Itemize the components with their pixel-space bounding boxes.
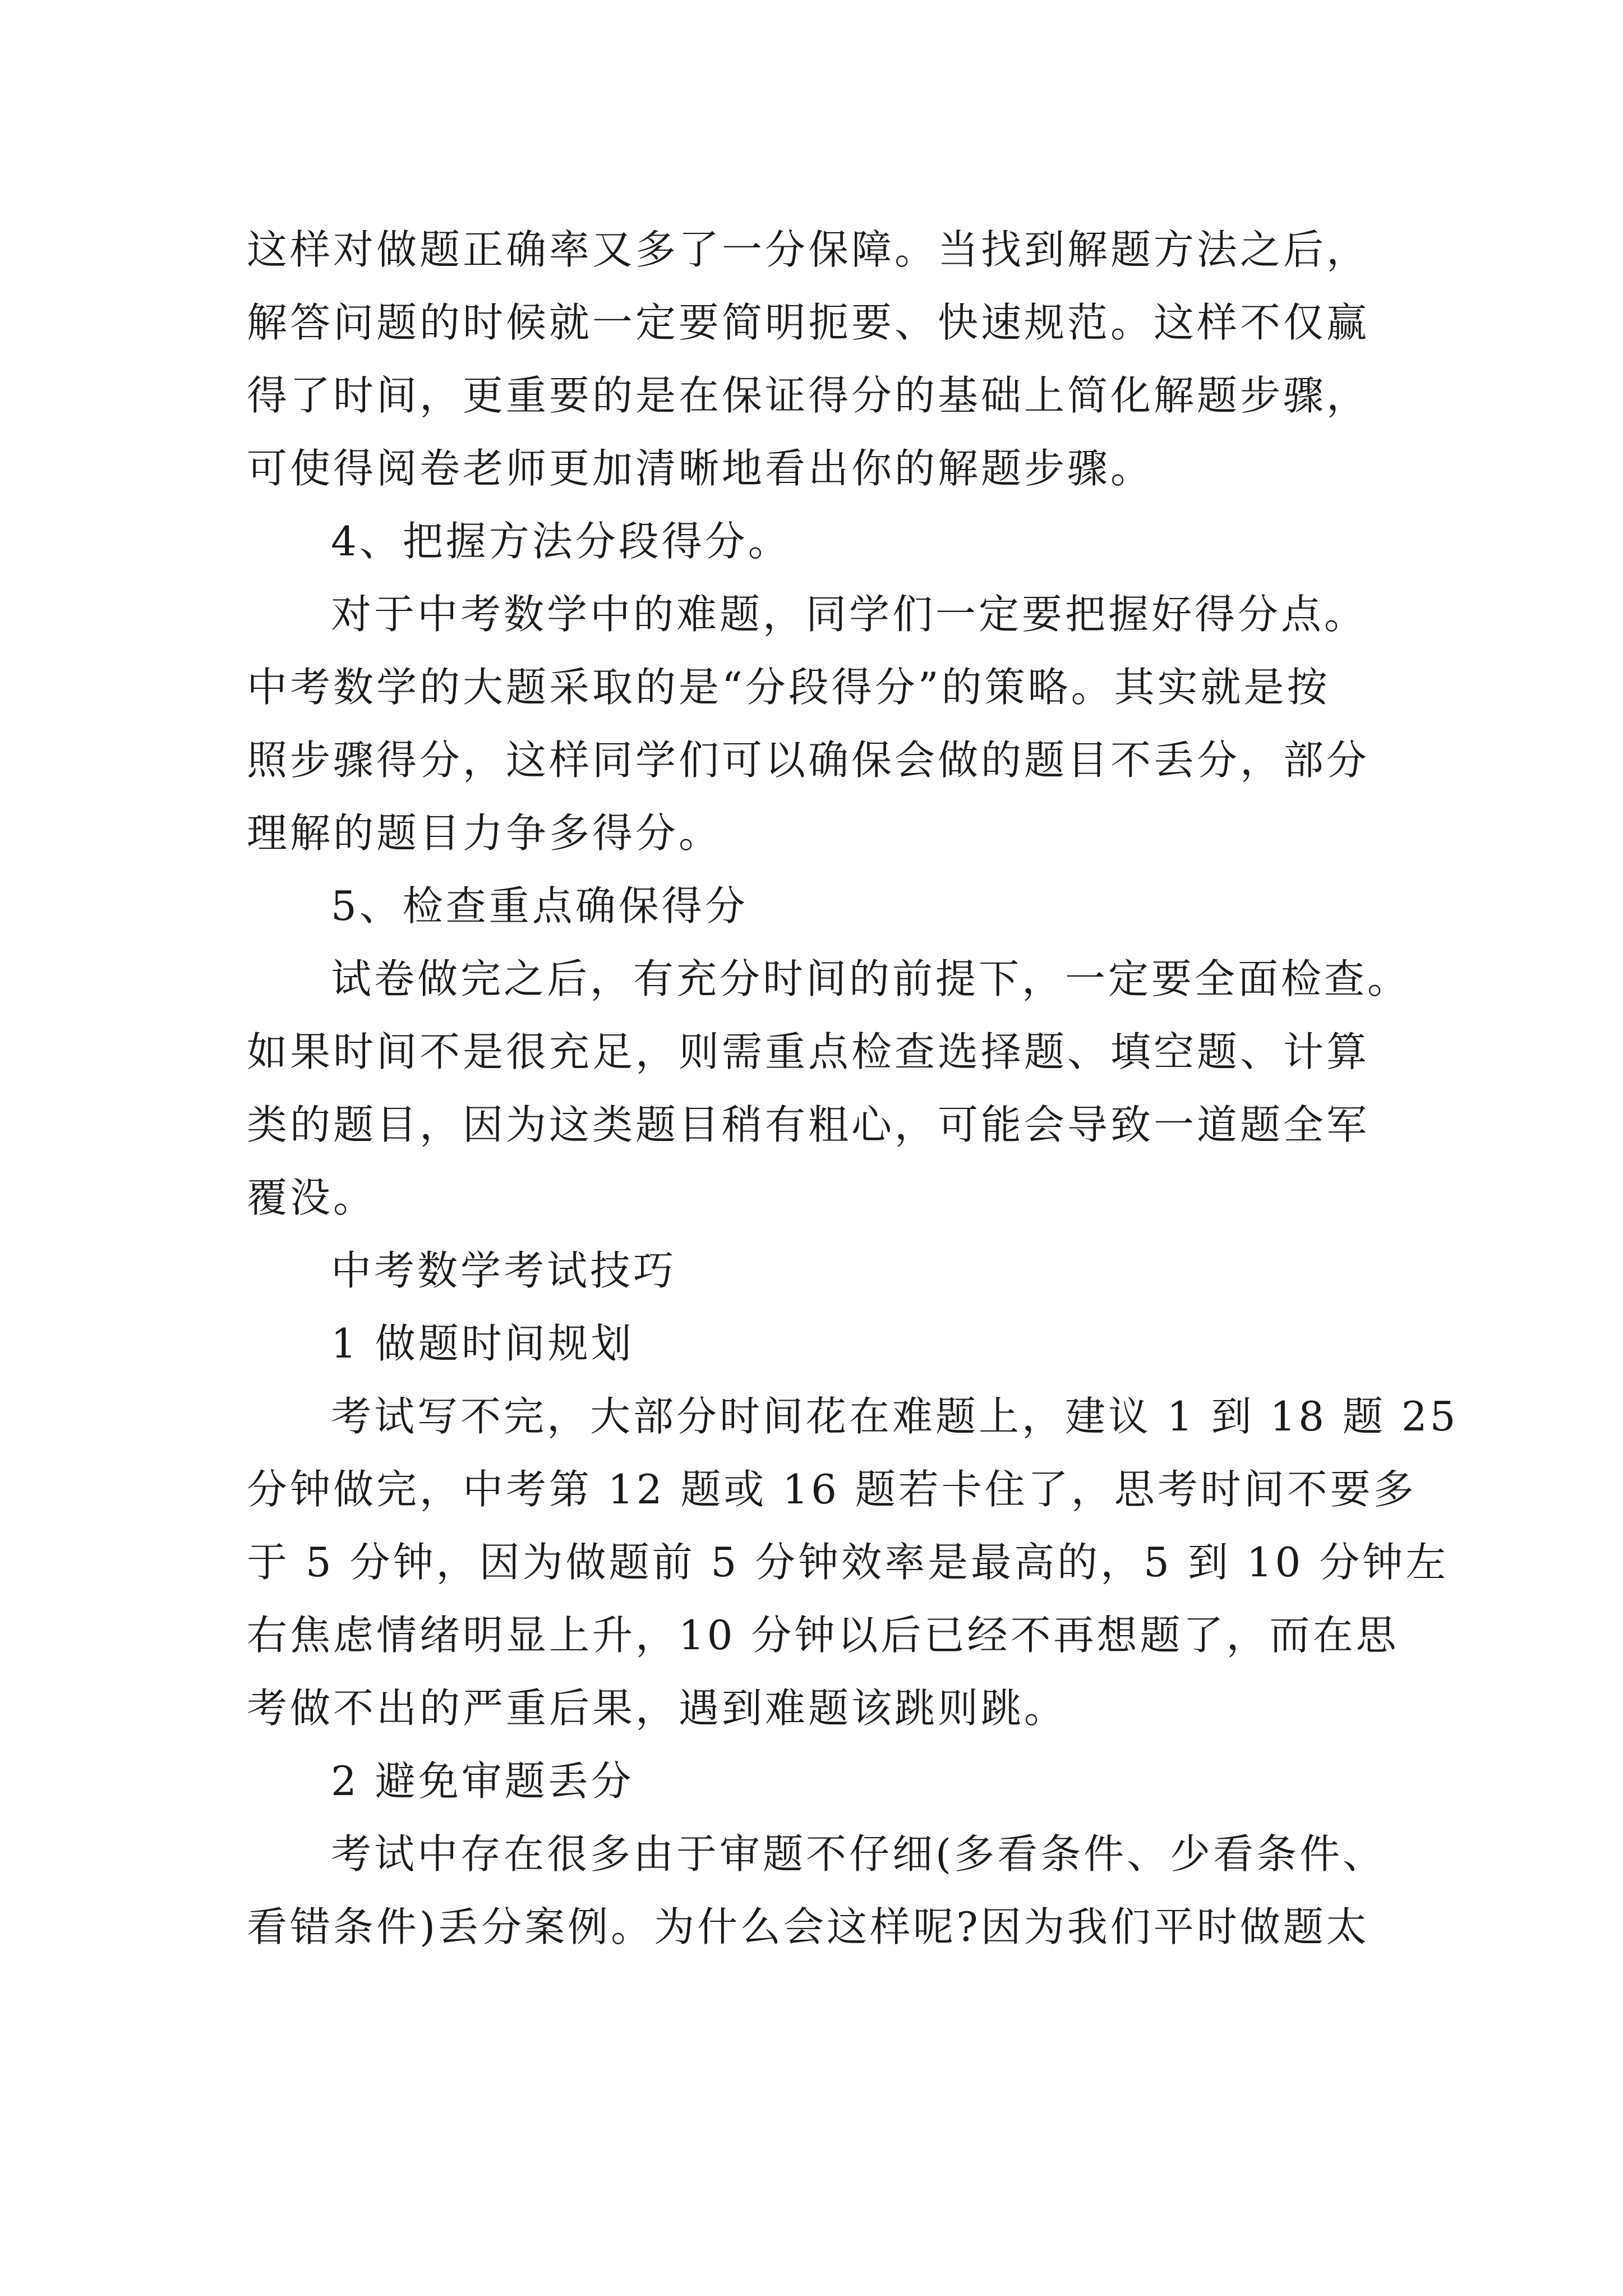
text-line: 解答问题的时候就一定要简明扼要、快速规范。这样不仅赢	[247, 299, 1370, 346]
text-line: 这样对做题正确率又多了一分保障。当找到解题方法之后，	[247, 226, 1370, 273]
text-line: 右焦虑情绪明显上升，10 分钟以后已经不再想题了，而在思	[247, 1612, 1399, 1659]
text-line: 覆没。	[247, 1174, 377, 1221]
section-heading: 1 做题时间规划	[331, 1320, 634, 1367]
section-title: 中考数学考试技巧	[331, 1247, 677, 1294]
text-line: 看错条件)丢分案例。为什么会这样呢?因为我们平时做题太	[247, 1903, 1370, 1950]
document-body	[247, 213, 1459, 1963]
text-line: 类的题目，因为这类题目稍有粗心，可能会导致一道题全军	[247, 1101, 1370, 1148]
text-line: 对于中考数学中的难题，同学们一定要把握好得分点。	[331, 591, 1368, 638]
section-heading: 5、检查重点确保得分	[331, 882, 748, 930]
text-line: 试卷做完之后，有充分时间的前提下，一定要全面检查。	[331, 955, 1411, 1002]
text-line: 可使得阅卷老师更加清晰地看出你的解题步骤。	[247, 445, 1154, 492]
section-heading: 2 避免审题丢分	[331, 1757, 634, 1805]
text-line: 考试中存在很多由于审题不仔细(多看条件、少看条件、	[331, 1830, 1386, 1878]
section-heading: 4、把握方法分段得分。	[331, 518, 791, 565]
text-line: 中考数学的大题采取的是“分段得分”的策略。其实就是按	[247, 664, 1330, 711]
text-line: 于 5 分钟，因为做题前 5 分钟效率是最高的，5 到 10 分钟左	[247, 1539, 1449, 1586]
text-line: 分钟做完，中考第 12 题或 16 题若卡住了，思考时间不要多	[247, 1466, 1417, 1513]
text-line: 考试写不完，大部分时间花在难题上，建议 1 到 18 题 25	[331, 1393, 1459, 1440]
text-line: 得了时间，更重要的是在保证得分的基础上简化解题步骤，	[247, 372, 1370, 419]
text-line: 照步骤得分，这样同学们可以确保会做的题目不丢分，部分	[247, 737, 1370, 784]
text-line: 理解的题目力争多得分。	[247, 809, 722, 857]
text-line: 考做不出的严重后果，遇到难题该跳则跳。	[247, 1685, 1068, 1732]
text-line: 如果时间不是很充足，则需重点检查选择题、填空题、计算	[247, 1028, 1370, 1075]
